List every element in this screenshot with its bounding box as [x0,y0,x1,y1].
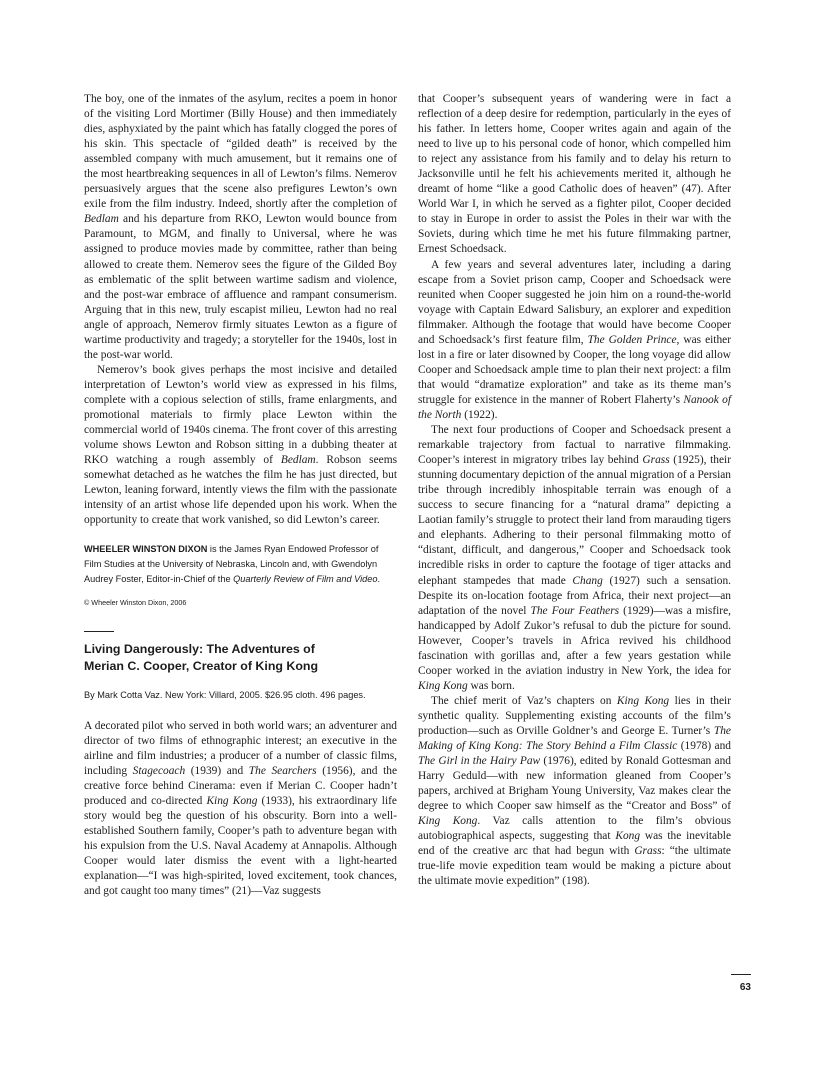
section-divider [84,631,114,632]
paragraph: Nemerov’s book gives perhaps the most incisive and detailed interpretation of Lewton’s world view as expressed in his films, complete with a copious selection of stills, frame enlargments, and promotional materials to firmly place Lewton within the commercial world of 1940s cinema. The front cover of this arresting volume shows Lewton and Robson sitting in a dubbing theater at RKO watching a rough assembly of Bedlam. Robson seems somewhat detached as he watches the film he has just directed, but Lewton, leaning forward, intently views the film with the passionate intensity of an artist whose life depended upon his work. When the opportunity to create that work vanished, so did Lewton’s career. [84,363,397,527]
author-bio: WHEELER WINSTON DIXON is the James Ryan Endowed Professor of Film Studies at the University of Nebraska, Lincoln and, with Gwendolyn Audrey Foster, Editor-in-Chief of the Quarterly Review of Film and Video. [84,544,381,585]
page-number-rule [731,974,751,975]
paragraph: that Cooper’s subsequent years of wandering were in fact a reflection of a deep desire for redemption, particularly in the eyes of his father. In letters home, Cooper writes again and again of the need to live up to his personal code of honor, which compelled him to reject any assistance from his family and to delay his return to Jacksonville until he felt his achievements merited it, although he dreamt of home “like a good Catholic does of heaven” (47). After World War I, in which he served as a fighter pilot, Cooper decided to stay in Europe in order to assist the Poles in their war with the Soviets, during which time he met his future filmmaking partner, Ernest Schoedsack. [418,93,731,256]
book-citation: By Mark Cotta Vaz. New York: Villard, 2005. $26.95 cloth. 496 pages. [84,689,366,700]
right-column [418,92,731,889]
page-number: 63 [739,982,751,993]
paragraph: The chief merit of Vaz’s chapters on King Kong lies in their synthetic quality. Supplementing existing accounts of the film’s production—such as Orville Goldner’s and George E. Turner’s The Making of King Kong: The Story Behind a Film Classic (1978) and The Girl in the Hairy Paw (1976), edited by Ronald Gottesman and Harry Geduld—with new information gleaned from Cooper’s papers, archived at Brigham Young University, Vaz makes clear the degree to which Cooper saw himself as the “Creator and Boss” of King Kong. Vaz calls attention to the film’s obvious autobiographical aspects, suggesting that Kong was the inevitable end of the creative arc that had begun with Grass: “the ultimate true-life movie expedition team would be making a picture about the ultimate movie expedition” (198). [418,694,732,888]
paragraph: A decorated pilot who served in both world wars; an adventurer and director of two films of ethnographic interest; an executive in the airline and film industries; a producer of a number of classic films, including Stagecoach (1939) and The Searchers (1956), and the creative force behind Cinerama: even if Merian C. Cooper hadn’t produced and co-directed King Kong (1933), his extraordinary life story would beg the question of his obscurity. Born into a well-established Southern family, Cooper’s path to adventure began with his expulsion from the U.S. Naval Academy at Annapolis. Although Cooper would later dismiss the event with a light-hearted explanation—“I was high-spirited, loved excitement, took chances, and got caught too many times” (21)—Vaz suggests [84,719,398,898]
paragraph: A few years and several adventures later, including a daring escape from a Soviet prison camp, Cooper and Schoedsack were reunited when Cooper suggested he join him on a round-the-world voyage with Captain Edward Salisbury, an explorer and expedition filmmaker. Although the footage that would have become Cooper and Schoedsack’s first feature film, The Golden Prince, was either lost in a fire or later disowned by Cooper, the long voyage did allow Cooper and Schoedsack ample time to plan their next project: a film that would “dramatize exploration” and take as its theme man’s struggle for existence in the manner of Robert Flaherty’s Nanook of the North (1922). [418,258,731,421]
paragraph: The next four productions of Cooper and Schoedsack present a remarkable trajectory from factual to narrative filmmaking. Cooper’s interest in migratory tribes lay behind Grass (1925), their stunning documentary depiction of the annual migration of a Persian tribe through incredibly inhospitable terrain was enough of a success to secure financing for a “natural drama” depicting a Laotian family’s struggle to protect their land from marauding tigers and elephants. Adhering to their personal filmmaking motto of “distant, difficult, and dangerous,” Cooper and Schoedsack took incredible risks in order to capture the footage of tiger attacks and elephant stampedes that made Chang (1927) such a sensation. Despite its on-location footage from Africa, their next project—an adaptation of the novel The Four Feathers (1929)—was a misfire, handicapped by Adolf Zukor’s refusal to dub the picture for sound. However, Cooper’s travels in Africa revived his childhood fascination with gorillas and, after a few years gestation while Cooper worked in the aviation industry in New York, the idea for King Kong was born. [418,424,731,692]
copyright-notice: © Wheeler Winston Dixon, 2006 [84,597,187,607]
paragraph: The boy, one of the inmates of the asylum, recites a poem in honor of the visiting Lord Mortimer (Billy House) and then immediately dies, asphyxiated by the paint which has fatally clogged the pores of his skin. This spectacle of “gilded death” is received by the assembled company with much amusement, but it remains one of the most heartbreaking sequences in all of Lewton’s films. Nemerov persuasively argues that the scene also prefigures Lewton’s own exile from the film industry. Indeed, shortly after the completion of Bedlam and his departure from RKO, Lewton would bounce from Paramount, to MGM, and finally to Universal, where he was assigned to produce movies made by committee, rather than being allowed to create them. Nemerov sees the figure of the Gilded Boy as emblematic of the split between wartime sadism and violence, and the post-war embrace of affluence and rampant consumerism. Arguing that in this new, truly escapist milieu, Lewton had no real angle of approach, Nemerov firmly situates Lewton as a figure of wartime productivity and tragedy; a storyteller for the 1940s, lost in the post-war world. [84,93,397,361]
review-title: Living Dangerously: The Adventures of Merian C. Cooper, Creator of King Kong [84,641,319,673]
left-column [84,92,397,899]
